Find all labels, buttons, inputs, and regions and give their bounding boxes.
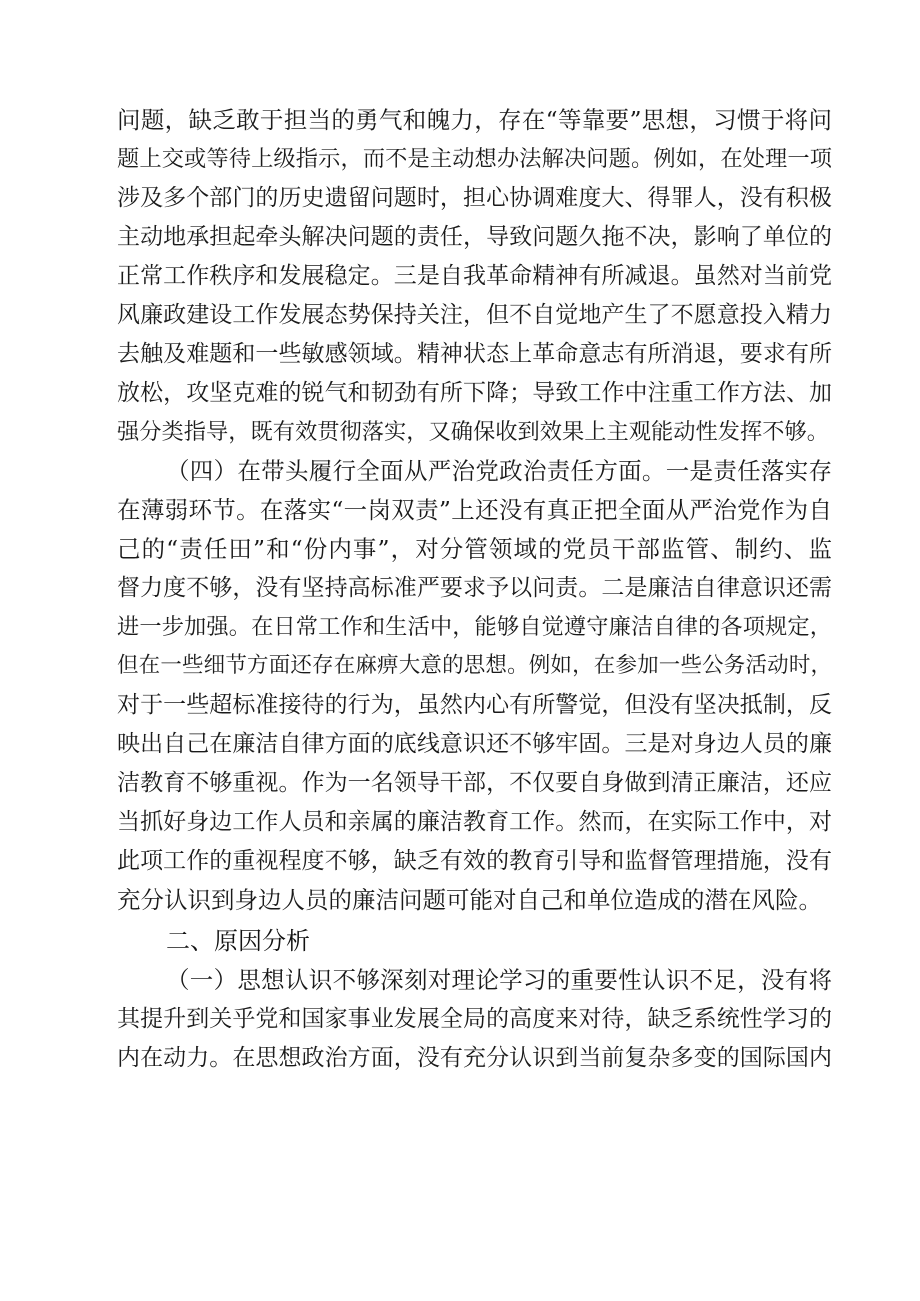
text-line: 其提升到关乎党和国家事业发展全局的高度来对待，缺乏系统性学习的 [117,1006,832,1032]
text-line: 放松，攻坚克难的锐气和韧劲有所下降；导致工作中注重工作方法、加 [117,380,832,406]
paragraph-first-line: （一）思想认识不够深刻对理论学习的重要性认识不足，没有将 [166,966,832,994]
text-line: 充分认识到身边人员的廉洁问题可能对自己和单位造成的潜在风险。 [117,886,822,914]
text-line: 当抓好身边工作人员和亲属的廉洁教育工作。然而，在实际工作中，对 [117,809,832,835]
text-line: 在薄弱环节。在落实“一岗双责”上还没有真正把全面从严治党作为自 [117,496,832,524]
text-line: 去触及难题和一些敏感领域。精神状态上革命意志有所消退，要求有所 [117,341,832,367]
text-line: 内在动力。在思想政治方面，没有充分认识到当前复杂多变的国际国内 [117,1045,832,1071]
text-line: 对于一些超标准接待的行为，虽然内心有所警觉，但没有坚决抵制，反 [117,692,832,718]
text-line: 己的“责任田”和“份内事”，对分管领域的党员干部监管、制约、监 [117,535,832,563]
text-line: 涉及多个部门的历史遗留问题时，担心协调难度大、得罪人，没有积极 [117,185,832,211]
text-line: 主动地承担起牵头解决问题的责任，导致问题久拖不决，影响了单位的 [117,224,832,250]
text-line: 映出自己在廉洁自律方面的底线意识还不够牢固。三是对身边人员的廉 [117,731,832,757]
text-line: 洁教育不够重视。作为一名领导干部，不仅要自身做到清正廉洁，还应 [117,770,832,796]
text-line: 风廉政建设工作发展态势保持关注，但不自觉地产生了不愿意投入精力 [117,302,832,328]
text-line: 强分类指导，既有效贯彻落实，又确保收到效果上主观能动性发挥不够。 [117,419,829,445]
text-line: 问题，缺乏敢于担当的勇气和魄力，存在“等靠要”思想，习惯于将问 [117,106,832,134]
text-line: 进一步加强。在日常工作和生活中，能够自觉遵守廉洁自律的各项规定， [117,614,832,640]
text-line: 正常工作秩序和发展稳定。三是自我革命精神有所减退。虽然对当前党 [117,263,832,289]
text-line: 但在一些细节方面还存在麻痹大意的思想。例如，在参加一些公务活动时， [117,653,832,678]
section-heading: 二、原因分析 [166,927,310,955]
text-line: 督力度不够，没有坚持高标准严要求予以问责。二是廉洁自律意识还需 [117,575,832,601]
text-line: 题上交或等待上级指示，而不是主动想办法解决问题。例如，在处理一项 [117,146,832,172]
paragraph-first-line: （四）在带头履行全面从严治党政治责任方面。一是责任落实存 [166,457,832,485]
text-line: 此项工作的重视程度不够，缺乏有效的教育引导和监督管理措施，没有 [117,848,832,874]
